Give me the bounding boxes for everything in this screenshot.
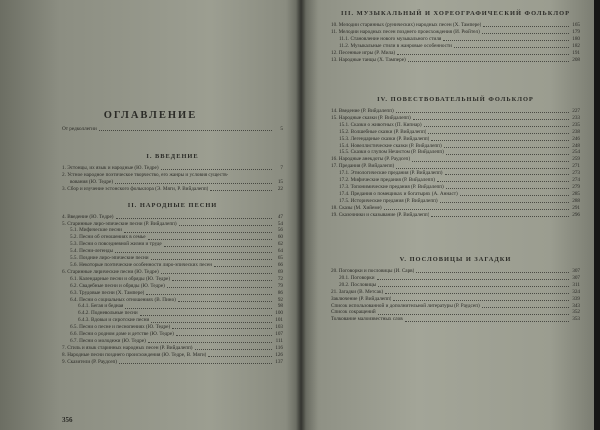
entry-text: 6.5. Песни о песне и песнопениях (Ю. Тедре): [70, 324, 171, 331]
entry-page: 103: [275, 324, 283, 331]
section-heading: II. НАРОДНЫЕ ПЕСНИ: [127, 201, 218, 209]
leader-dots: [416, 272, 569, 273]
toc-entry[interactable]: [62, 172, 283, 179]
toc-entry[interactable]: [331, 212, 580, 219]
toc-entry[interactable]: [331, 163, 580, 170]
toc-entry[interactable]: [62, 186, 283, 193]
leader-dots: [125, 308, 272, 309]
leader-dots: [115, 183, 272, 184]
entry-text: 11.2. Музыкальные стили в жанровые особенности: [339, 42, 452, 49]
entry-text: 5.5. Поздние лиро-эпические песни: [70, 255, 149, 262]
toc-entry[interactable]: [331, 22, 580, 29]
entry-text: 6.6. Песни о родном доме и детстве (Ю. Тедре): [70, 331, 174, 338]
entry-text: 2. Устное народное поэтическое творчество, его жанры и условия существ-: [62, 171, 229, 178]
leader-dots: [444, 147, 569, 148]
entry-text: 1. Эстонцы, их язык и народные (Ю. Тедре): [62, 165, 159, 171]
section-heading: III. МУЗЫКАЛЬНЫЙ И ХОРЕОГРАФИЧЕСКИЙ ФОЛЬКЛОР: [341, 10, 570, 17]
entry-page: 248: [572, 142, 580, 149]
toc-entry[interactable]: [331, 122, 580, 129]
section-music: [331, 10, 580, 63]
entry-text: 20.1. Поговорки: [339, 274, 375, 281]
entry-page: 5: [280, 126, 283, 132]
entry-text: 17.5. Исторические предания (Р. Вийдалепп): [339, 197, 438, 204]
leader-dots: [176, 335, 272, 336]
toc-entry[interactable]: [331, 36, 580, 43]
toc-entry[interactable]: [331, 43, 580, 50]
entry-text: 5.4. Песни-легенды: [70, 248, 113, 255]
entry-text: 20. Поговорки и пословицы (И. Сарв): [331, 268, 415, 274]
leader-dots: [140, 315, 272, 316]
entry-page: 98: [277, 303, 283, 310]
entry-page: 60: [277, 234, 283, 241]
editor-entry: [62, 126, 283, 133]
entry-text: От редколлегии: [62, 126, 97, 132]
entry-page: 238: [572, 128, 580, 135]
leader-dots: [446, 188, 569, 189]
toc-entry[interactable]: [331, 184, 580, 191]
toc-entry[interactable]: [62, 345, 283, 352]
entry-page: 353: [572, 316, 580, 323]
leader-dots: [164, 246, 272, 247]
toc-entry[interactable]: [331, 309, 580, 316]
entry-page: 179: [572, 28, 580, 35]
entry-text: 17.4. Предания о помещиках и богатырях (А. Аннаст): [339, 190, 458, 197]
toc-entry[interactable]: [331, 205, 580, 212]
entry-page: 62: [277, 241, 283, 248]
leader-dots: [195, 349, 272, 350]
entry-page: 56: [277, 227, 283, 234]
leader-dots: [482, 33, 569, 34]
entry-text: 10. Мелодии старинных (рунических) народных песен (Х. Тампере): [331, 22, 482, 28]
leader-dots: [412, 161, 569, 162]
entry-text: 3. Сбор и изучение эстонского фольклора (Э. Мяги, Р. Вийдалепп): [62, 185, 209, 192]
toc-entry[interactable]: [331, 57, 580, 64]
entry-text: 6.7. Песни о молодежи (Ю. Тедре): [70, 337, 146, 344]
toc-entry[interactable]: [331, 303, 580, 310]
leader-dots: [396, 168, 569, 169]
entry-text: 6.2. Свадебные песни и обряды (Ю. Тедре): [70, 282, 165, 289]
leader-dots: [393, 300, 569, 301]
entry-page: 182: [572, 42, 580, 49]
entry-page: 273: [572, 170, 580, 177]
entry-text: 15. Народные сказки (Р. Вийдалепп): [331, 114, 411, 121]
toc-entry[interactable]: [62, 227, 283, 234]
section-heading: I. ВВЕДЕНИЕ: [146, 153, 199, 160]
entry-text: Толкование малоизвестных слов: [331, 316, 403, 323]
entry-text: 5.6. Некоторые поэтические особенности лиро-эпических песен: [70, 261, 212, 268]
entry-page: 15: [277, 178, 283, 185]
entry-text: 8. Народные песни позднего происхождения (Ю. Тедре, В. Мяги): [62, 351, 207, 358]
leader-dots: [445, 174, 570, 175]
toc-entry[interactable]: [62, 241, 283, 248]
toc-entry[interactable]: [331, 191, 580, 198]
entry-page: 324: [572, 288, 580, 295]
entry-text: 15.4. Новеллистические сказки (Р. Вийдалепп): [339, 142, 442, 149]
toc-entry[interactable]: [62, 324, 283, 331]
toc-entry[interactable]: [331, 143, 580, 150]
entry-page: 233: [572, 114, 580, 121]
entry-text: Список сокращений: [331, 309, 376, 316]
entry-text: 12. Песенные игры (Р. Мила): [331, 49, 396, 56]
toc-entry[interactable]: [331, 268, 580, 275]
leader-dots: [377, 279, 569, 280]
entry-page: 339: [572, 295, 580, 302]
toc-entry[interactable]: [62, 338, 283, 345]
toc-entry[interactable]: [331, 108, 580, 115]
leader-dots: [214, 266, 272, 267]
entry-text: 15.5. Сказки о глупом Нечистом (Р. Вийдалепп): [339, 149, 444, 156]
entry-text: 17.3. Топонимические предания (Р. Вийдалепп): [339, 183, 444, 190]
leader-dots: [431, 140, 569, 141]
toc-entry[interactable]: [331, 115, 580, 122]
toc-entry[interactable]: [62, 269, 283, 276]
entry-page: 54: [277, 220, 283, 227]
entry-text: 6.1. Календарные песни и обряды (Ю. Тедре): [70, 275, 171, 282]
toc-entry[interactable]: [62, 352, 283, 359]
entry-page: 307: [572, 268, 580, 274]
leader-dots: [384, 209, 569, 210]
right-page: [301, 0, 594, 430]
page-edge: [594, 0, 600, 430]
leader-dots: [116, 218, 272, 219]
toc-entry[interactable]: [62, 234, 283, 241]
toc-entry[interactable]: [331, 50, 580, 57]
entry-page: 191: [572, 49, 580, 56]
entry-text: 15.2. Волшебные сказки (Р. Вийдалепп): [339, 128, 427, 135]
leader-dots: [454, 47, 569, 48]
entry-text: 6.4.2. Подневольные песни: [78, 310, 138, 317]
leader-dots: [119, 363, 272, 364]
entry-page: 92: [277, 296, 283, 303]
toc-entry[interactable]: [331, 275, 580, 282]
entry-page: 116: [275, 344, 283, 351]
entry-page: 235: [572, 121, 580, 128]
entry-page: 47: [277, 213, 283, 220]
toc-entry[interactable]: [62, 303, 283, 310]
leader-dots: [440, 202, 569, 203]
toc-entry[interactable]: [331, 289, 580, 296]
leader-dots: [210, 190, 272, 191]
entry-page: 69: [277, 268, 283, 275]
leader-dots: [167, 287, 272, 288]
toc-entry[interactable]: [331, 316, 580, 323]
entry-page: 291: [572, 204, 580, 211]
toc-entry[interactable]: [62, 359, 283, 366]
toc-entry[interactable]: [331, 282, 580, 289]
entry-text: 11.1. Становление нового музыкального стиля: [339, 35, 442, 42]
toc-title: ОГЛАВЛЕНИЕ: [103, 110, 198, 121]
toc-entry[interactable]: [331, 170, 580, 177]
leader-dots: [178, 301, 272, 302]
leader-dots: [161, 169, 272, 170]
leader-dots: [151, 322, 272, 323]
entry-page: 274: [572, 177, 580, 184]
entry-text: 17.2. Мифические предания (Р. Вийдалепп): [339, 177, 435, 184]
leader-dots: [148, 239, 272, 240]
entry-page: 165: [572, 22, 580, 28]
entry-page: 285: [572, 190, 580, 197]
entry-page: 101: [275, 317, 283, 324]
toc-entry[interactable]: [62, 221, 283, 228]
leader-dots: [99, 130, 272, 131]
entry-page: 259: [572, 156, 580, 163]
entry-page: 66: [277, 261, 283, 268]
leader-dots: [446, 154, 569, 155]
toc-entry[interactable]: [331, 29, 580, 36]
entry-text: 5.2. Песни об отношениях в семье: [70, 234, 146, 241]
entry-page: 65: [277, 255, 283, 262]
leader-dots: [428, 133, 569, 134]
leader-dots: [146, 294, 272, 295]
entry-text: 5.3. Песни о повседневной жизни и труде: [70, 241, 162, 248]
entry-page: 296: [572, 211, 580, 218]
leader-dots: [172, 328, 272, 329]
toc-entry[interactable]: [62, 331, 283, 338]
leader-dots: [405, 321, 569, 322]
entry-text: 6.4. Песни о социальных отношениях (В. Пино): [70, 296, 176, 303]
leader-dots: [172, 280, 272, 281]
toc-entry[interactable]: [62, 214, 283, 221]
toc-entry[interactable]: [331, 296, 580, 303]
entry-page: 311: [572, 281, 580, 288]
leader-dots: [460, 195, 569, 196]
leader-dots: [413, 119, 569, 120]
toc-entry[interactable]: [62, 317, 283, 324]
leader-dots: [408, 61, 569, 62]
leader-dots: [482, 307, 569, 308]
page-number: 356: [62, 416, 73, 424]
entry-page: 137: [275, 358, 283, 365]
entry-text: 15.1. Сказки о животных (П. Кипнар): [339, 121, 422, 128]
entry-text: 5.1. Мифические песни: [70, 227, 122, 234]
entry-page: 22: [277, 185, 283, 192]
entry-text: 14. Введение (Р. Вийдалепп): [331, 108, 394, 114]
entry-text: 15.3. Легендарные сказки (Р. Вийдалепп): [339, 135, 430, 142]
toc-entry[interactable]: [62, 283, 283, 290]
entry-page: 72: [277, 275, 283, 282]
toc-entry[interactable]: [331, 149, 580, 156]
entry-text: 6.4.3. Вдовьи и сиротские песни: [78, 317, 150, 324]
entry-page: 246: [572, 135, 580, 142]
entry-page: 64: [277, 248, 283, 255]
entry-page: 79: [277, 282, 283, 289]
entry-page: 307: [572, 274, 580, 281]
leader-dots: [396, 112, 569, 113]
leader-dots: [437, 181, 569, 182]
entry-page: 279: [572, 183, 580, 190]
entry-text: 5. Старинные лиро-эпические песни (Р. Вийдалепп): [62, 220, 177, 227]
leader-dots: [443, 40, 569, 41]
entry-page: 271: [572, 163, 580, 170]
entry-page: 86: [277, 289, 283, 296]
leader-dots: [208, 356, 272, 357]
leader-dots: [179, 225, 272, 226]
leader-dots: [115, 252, 272, 253]
entry-text: 6.4.1. Бегая и бедная: [78, 303, 124, 310]
entry-text: 17.1. Этиологические предания (Р. Вийдалепп): [339, 170, 443, 177]
entry-text: 13. Народные танцы (Х. Тампере): [331, 56, 406, 63]
left-sections: [62, 153, 283, 366]
leader-dots: [424, 126, 569, 127]
toc-entry[interactable]: [62, 297, 283, 304]
entry-page: 352: [572, 309, 580, 316]
toc-entry[interactable]: [331, 129, 580, 136]
toc-entry[interactable]: [331, 156, 580, 163]
toc-entry[interactable]: [331, 136, 580, 143]
toc-entry[interactable]: [331, 198, 580, 205]
entry-page: 227: [572, 108, 580, 114]
toc-entry[interactable]: [62, 276, 283, 283]
entry-text: Заключение (Р. Вийдалепп): [331, 295, 392, 302]
toc-entry[interactable]: [62, 310, 283, 317]
leader-dots: [378, 314, 569, 315]
leader-dots: [483, 26, 569, 27]
entry-page: 254: [572, 149, 580, 156]
entry-page: 180: [572, 35, 580, 42]
toc-entry[interactable]: [62, 290, 283, 297]
entry-page: 288: [572, 197, 580, 204]
entry-page: 343: [572, 302, 580, 309]
section-heading: IV. ПОВЕСТВОВАТЕЛЬНЫЙ ФОЛЬКЛОР: [377, 96, 534, 103]
toc-entry[interactable]: [62, 165, 283, 172]
toc-entry[interactable]: [62, 255, 283, 262]
section-heading: V. ПОСЛОВИЦЫ И ЗАГАДКИ: [399, 256, 512, 263]
entry-text: 17. Предания (Р. Вийдалепп): [331, 163, 395, 170]
entry-text: 9. Сказители (Р. Раудсеп): [62, 358, 118, 365]
toc-entry[interactable]: [62, 179, 283, 186]
toc-entry[interactable]: [331, 177, 580, 184]
entry-text: 4. Введение (Ю. Тедре): [62, 213, 114, 220]
book-gutter: [296, 0, 306, 430]
entry-text: 7. Стиль и язык старинных народных песен (Р. Вийдалепп): [62, 344, 193, 351]
leader-dots: [378, 286, 569, 287]
entry-text: 21. Загадки (В. Метсак): [331, 288, 384, 295]
toc-entry[interactable]: [62, 126, 283, 133]
leader-dots: [148, 342, 272, 343]
section-narrative: [331, 96, 580, 219]
entry-page: 126: [275, 351, 283, 358]
entry-text: 6.3. Трудовые песни (Х. Тампере): [70, 289, 145, 296]
entry-text: Список использованной и дополнительной литературы (Р. Раудсеп): [331, 302, 480, 309]
leader-dots: [397, 54, 569, 55]
entry-page: 107: [275, 331, 283, 338]
entry-text: 16. Народные анекдоты (Р. Раудсеп): [331, 156, 411, 163]
leader-dots: [124, 232, 272, 233]
entry-page: 111: [275, 337, 283, 344]
entry-text: 19. Сказочники и сказывание (Р. Вийдалепп): [331, 211, 430, 218]
leader-dots: [385, 293, 569, 294]
entry-text: 18. Сказы (М. Хийеме): [331, 204, 382, 211]
entry-text: вования (Ю. Тедре): [70, 178, 114, 185]
leader-dots: [431, 216, 569, 217]
section-proverbs: [331, 256, 580, 323]
entry-page: 7: [280, 165, 283, 171]
leader-dots: [151, 259, 272, 260]
leader-dots: [161, 273, 272, 274]
entry-text: 11. Мелодии народных песен позднего происхождения (И. Рюйтел): [331, 28, 480, 35]
entry-text: 6. Старинные лирические песни (Ю. Тедре): [62, 268, 159, 275]
toc-entry[interactable]: [62, 262, 283, 269]
toc-entry[interactable]: [62, 248, 283, 255]
entry-text: 20.2. Пословицы: [339, 281, 377, 288]
entry-page: 208: [572, 56, 580, 63]
entry-page: 100: [275, 310, 283, 317]
